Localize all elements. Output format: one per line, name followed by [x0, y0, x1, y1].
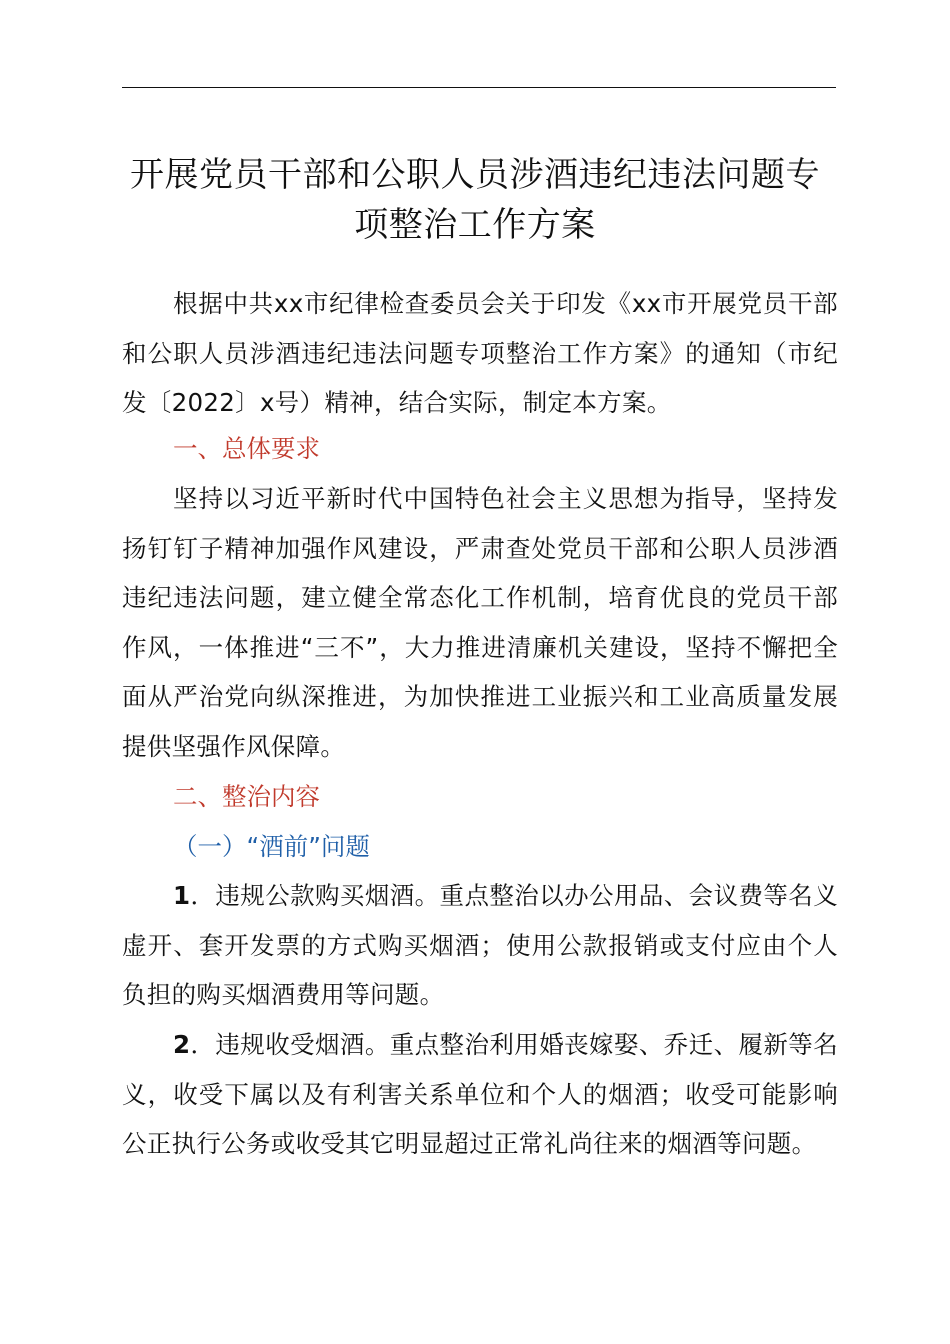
- section-heading-general-requirements: 一、总体要求: [173, 434, 320, 463]
- section1-paragraph: 坚持以习近平新时代中国特色社会主义思想为指导，坚持发扬钉钉子精神加强作风建设，严肃查处党员干部和公职人员涉酒违纪违法问题，建立健全常态化工作机制，培育优良的党员干部作风，一体推进“三不”，大力推进清廉机关建设，坚持不懈把全面从严治党向纵深推进，为加快推进工业振兴和工业高质量发展提供坚强作风保障。: [122, 484, 838, 761]
- title-line-2: 项整治工作方案: [354, 205, 596, 245]
- item-2-text: ．违规收受烟酒。重点整治利用婚丧嫁娶、乔迁、履新等名义，收受下属以及有利害关系单位和个人的烟酒；收受可能影响公正执行公务或收受其它明显超过正常礼尚往来的烟酒等问题。: [122, 1030, 838, 1158]
- title-line-1: 开展党员干部和公职人员涉酒违纪违法问题专: [130, 155, 820, 195]
- item-1-text: ．违规公款购买烟酒。重点整治以办公用品、会议费等名义虚开、套开发票的方式购买烟酒；使用公款报销或支付应由个人负担的购买烟酒费用等问题。: [122, 881, 838, 1009]
- section-heading-rectification-content: 二、整治内容: [173, 782, 320, 811]
- item-1-number: 1: [173, 881, 191, 910]
- item-2-number: 2: [173, 1030, 191, 1059]
- header-rule: [122, 87, 836, 88]
- item-1-paragraph: [122, 871, 838, 1020]
- intro-paragraph: 根据中共xx市纪律检查委员会关于印发《xx市开展党员干部和公职人员涉酒违纪违法问题专项整治工作方案》的通知（市纪发〔2022〕x号）精神，结合实际，制定本方案。: [122, 289, 838, 417]
- item-2-paragraph: [122, 1020, 838, 1169]
- subsection-heading-pre-drinking: （一）“酒前”问题: [173, 832, 370, 861]
- document-title: [100, 150, 850, 250]
